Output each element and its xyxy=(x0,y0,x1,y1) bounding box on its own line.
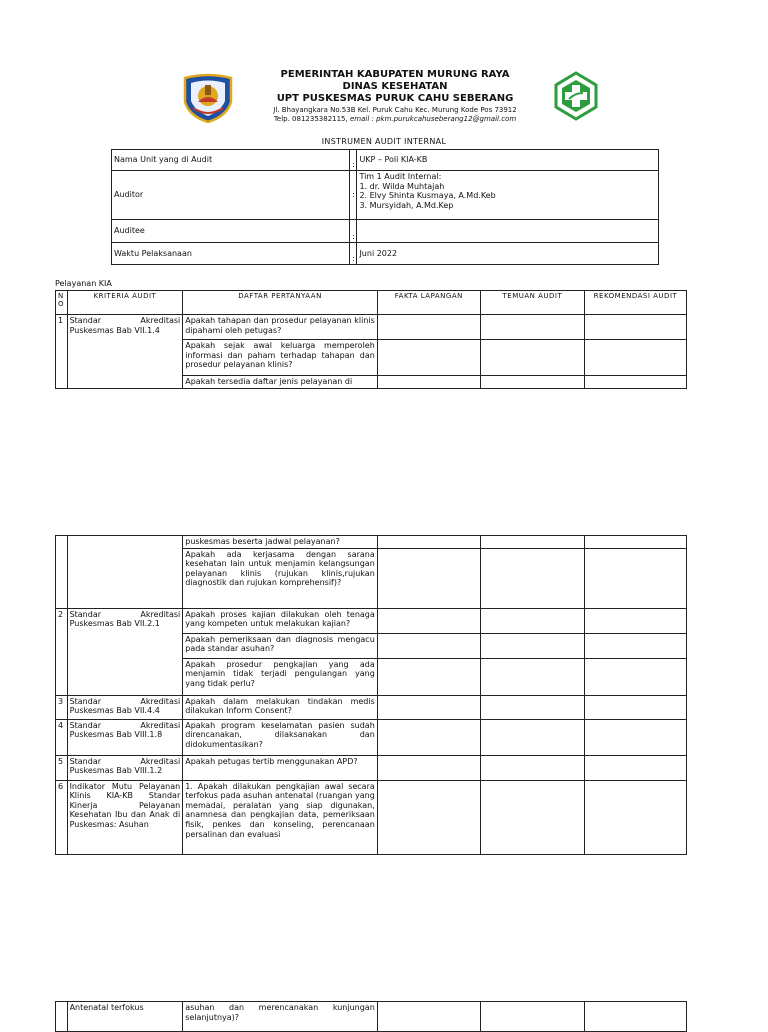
table-row xyxy=(56,315,687,340)
temuan-cell[interactable] xyxy=(480,340,584,376)
temuan-cell[interactable] xyxy=(480,719,584,755)
rekomendasi-cell[interactable] xyxy=(584,780,686,854)
header-contact xyxy=(240,116,550,123)
section-label: Pelayanan KIA xyxy=(55,279,112,288)
rekomendasi-cell[interactable] xyxy=(584,376,686,389)
kriteria-part: Akreditasi xyxy=(140,609,181,619)
colon: : xyxy=(350,171,357,220)
kriteria-part: Akreditasi xyxy=(140,756,181,766)
header-address: Jl. Bhayangkara No.53B Kel. Puruk Cahu Kec. Murung Kode Pos 73912 xyxy=(273,106,517,114)
table-row xyxy=(56,536,687,549)
row-kriteria xyxy=(67,695,183,719)
fakta-cell[interactable] xyxy=(377,376,480,389)
col-header-no: N O xyxy=(56,291,68,315)
question: Apakah sejak awal keluarga memperoleh informasi dan paham terhadap tahapan dan prosedur pelayanan klinis? xyxy=(183,340,378,376)
kriteria-part: Standar xyxy=(69,609,102,619)
waktu-label: Waktu Pelaksanaan xyxy=(112,243,350,265)
question: Apakah ada kerjasama dengan sarana kesehatan lain untuk menjamin kelangsungan pelayanan klinis (rujukan klinis,rujukan diagnostik dan rujukan komprehensif)? xyxy=(183,548,378,608)
col-header-rekomendasi: REKOMENDASI AUDIT xyxy=(584,291,686,315)
fakta-cell[interactable] xyxy=(377,633,480,658)
temuan-cell[interactable] xyxy=(480,536,584,549)
table-row xyxy=(56,608,687,633)
header-phone: Telp. 081235382115, xyxy=(273,115,350,123)
waktu-value: Juni 2022 xyxy=(357,243,659,265)
question: 1. Apakah dilakukan pengkajian awal secara terfokus pada asuhan antenatal (ruangan yang memadai, peralatan yang siap digunakan, anamnesa dan pengkajian data, pemeriksaan fisik, penkes dan konseling, perencanaan persalinan dan evaluasi xyxy=(183,780,378,854)
fakta-cell[interactable] xyxy=(377,695,480,719)
question: Apakah proses kajian dilakukan oleh tenaga yang kompeten untuk melakukan kajian? xyxy=(183,608,378,633)
col-header-kriteria: KRITERIA AUDIT xyxy=(67,291,183,315)
row-kriteria xyxy=(67,315,183,389)
rekomendasi-cell[interactable] xyxy=(584,633,686,658)
kriteria-part: Puskesmas Bab VIII.1.2 xyxy=(69,766,163,776)
fakta-cell[interactable] xyxy=(377,536,480,549)
row-number: 5 xyxy=(56,755,68,780)
rekomendasi-cell[interactable] xyxy=(584,536,686,549)
kriteria-part: Puskesmas Bab VII.4.4 xyxy=(69,706,160,716)
kriteria-part: Puskesmas Bab VII.2.1 xyxy=(69,619,160,629)
unit-value: UKP – Poli KIA-KB xyxy=(357,150,659,171)
temuan-cell[interactable] xyxy=(480,608,584,633)
row-kriteria xyxy=(67,536,183,609)
temuan-cell[interactable] xyxy=(480,633,584,658)
row-number: 6 xyxy=(56,780,68,854)
question: Apakah dalam melakukan tindakan medis dilakukan Inform Consent? xyxy=(183,695,378,719)
colon: : xyxy=(350,150,357,171)
kriteria-part: Puskesmas Bab VIII.1.8 xyxy=(69,730,163,740)
rekomendasi-cell[interactable] xyxy=(584,755,686,780)
rekomendasi-cell[interactable] xyxy=(584,608,686,633)
fakta-cell[interactable] xyxy=(377,548,480,608)
question: Apakah pemeriksaan dan diagnosis mengacu pada standar asuhan? xyxy=(183,633,378,658)
rekomendasi-cell[interactable] xyxy=(584,695,686,719)
fakta-cell[interactable] xyxy=(377,755,480,780)
question: Apakah tahapan dan prosedur pelayanan klinis dipahami oleh petugas? xyxy=(183,315,378,340)
fakta-cell[interactable] xyxy=(377,658,480,695)
rekomendasi-cell[interactable] xyxy=(584,1002,686,1032)
row-kriteria xyxy=(67,608,183,695)
kabupaten-logo-icon xyxy=(181,72,235,124)
temuan-cell[interactable] xyxy=(480,548,584,608)
row-number: 4 xyxy=(56,719,68,755)
col-header-fakta: FAKTA LAPANGAN xyxy=(377,291,480,315)
auditor-line: 3. Mursyidah, A.Md.Kep xyxy=(359,200,454,210)
rekomendasi-cell[interactable] xyxy=(584,315,686,340)
table-row xyxy=(56,695,687,719)
row-number: 2 xyxy=(56,608,68,695)
temuan-cell[interactable] xyxy=(480,755,584,780)
table-row xyxy=(56,719,687,755)
question: Apakah program keselamatan pasien sudah direncanakan, dilaksanakan dan didokumentasikan? xyxy=(183,719,378,755)
puskesmas-logo-icon xyxy=(553,71,599,121)
auditor-line: 2. Elvy Shinta Kusmaya, A.Md.Keb xyxy=(359,191,496,201)
rekomendasi-cell[interactable] xyxy=(584,658,686,695)
kriteria-part: Akreditasi xyxy=(140,696,181,706)
kriteria-part: Standar xyxy=(69,696,102,706)
col-header-temuan: TEMUAN AUDIT xyxy=(480,291,584,315)
temuan-cell[interactable] xyxy=(480,376,584,389)
fakta-cell[interactable] xyxy=(377,340,480,376)
question: Apakah tersedia daftar jenis pelayanan di xyxy=(183,376,378,389)
header-puskesmas: UPT PUSKESMAS PURUK CAHU SEBERANG xyxy=(276,93,514,104)
row-kriteria xyxy=(67,755,183,780)
auditee-label: Auditee xyxy=(112,220,350,243)
rekomendasi-cell[interactable] xyxy=(584,548,686,608)
question: Apakah prosedur pengkajian yang ada menjamin tidak terjadi pengulangan yang yang tidak perlu? xyxy=(183,658,378,695)
unit-label: Nama Unit yang di Audit xyxy=(112,150,350,171)
header-government: PEMERINTAH KABUPATEN MURUNG RAYA xyxy=(280,69,510,80)
table-row xyxy=(56,780,687,854)
audit-table-part-3 xyxy=(55,1001,687,1032)
audit-table-part-2 xyxy=(55,535,687,855)
table-row xyxy=(56,755,687,780)
rekomendasi-cell[interactable] xyxy=(584,340,686,376)
question: asuhan dan merencanakan kunjungan selanjutnya)? xyxy=(183,1002,378,1032)
row-number xyxy=(56,536,68,609)
kriteria-part: Standar xyxy=(69,316,102,325)
question: Apakah petugas tertib menggunakan APD? xyxy=(183,755,378,780)
audit-info-table xyxy=(111,149,659,265)
kriteria-part: Akreditasi xyxy=(140,720,181,730)
kriteria-part: Puskesmas Bab VII.1.4 xyxy=(69,325,160,335)
row-number: 3 xyxy=(56,695,68,719)
header-department: DINAS KESEHATAN xyxy=(342,81,448,92)
fakta-cell[interactable] xyxy=(377,780,480,854)
kriteria-part: Standar xyxy=(69,720,102,730)
question: puskesmas beserta jadwal pelayanan? xyxy=(183,536,378,549)
header-email[interactable]: email : pkm.purukcahuseberang12@gmail.com xyxy=(349,115,517,123)
colon: : xyxy=(350,220,357,243)
audit-table-part-1 xyxy=(55,290,687,389)
kriteria-part: Standar xyxy=(69,756,102,766)
fakta-cell[interactable] xyxy=(377,608,480,633)
temuan-cell[interactable] xyxy=(480,315,584,340)
kriteria-part: Akreditasi xyxy=(140,316,181,325)
table-row xyxy=(56,1002,687,1032)
row-kriteria: Indikator Mutu Pelayanan Klinis KIA-KB Standar Kinerja Pelayanan Kesehatan Ibu dan Anak di Puskesmas: Asuhan xyxy=(67,780,183,854)
auditor-line: Tim 1 Audit Internal: xyxy=(359,172,442,181)
temuan-cell[interactable] xyxy=(480,695,584,719)
auditor-label: Auditor xyxy=(112,171,350,220)
temuan-cell[interactable] xyxy=(480,780,584,854)
fakta-cell[interactable] xyxy=(377,1002,480,1032)
temuan-cell[interactable] xyxy=(480,658,584,695)
auditee-value xyxy=(357,220,659,243)
row-number xyxy=(56,1002,68,1032)
colon: : xyxy=(350,243,357,265)
row-kriteria: Antenatal terfokus xyxy=(67,1002,183,1032)
auditor-value xyxy=(357,171,659,220)
document-title: INSTRUMEN AUDIT INTERNAL xyxy=(321,137,447,146)
col-header-daftar: DAFTAR PERTANYAAN xyxy=(183,291,378,315)
row-kriteria xyxy=(67,719,183,755)
fakta-cell[interactable] xyxy=(377,315,480,340)
auditor-line: 1. dr. Wilda Muhtajah xyxy=(359,181,445,191)
temuan-cell[interactable] xyxy=(480,1002,584,1032)
rekomendasi-cell[interactable] xyxy=(584,719,686,755)
row-number: 1 xyxy=(56,315,68,389)
fakta-cell[interactable] xyxy=(377,719,480,755)
